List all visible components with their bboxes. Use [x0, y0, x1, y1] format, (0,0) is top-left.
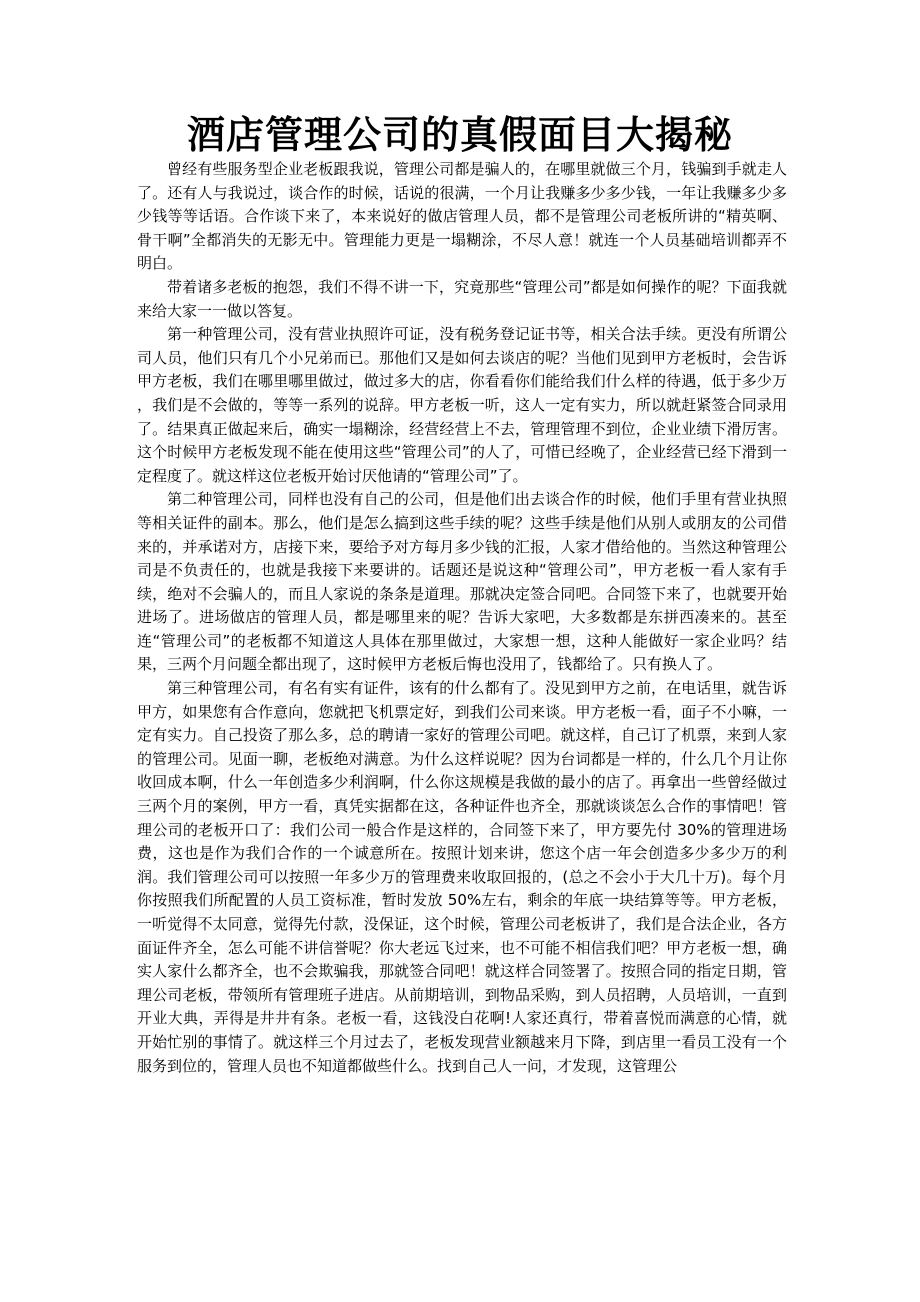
- document-title: 酒店管理公司的真假面目大揭秘: [186, 112, 733, 157]
- document-body: [137, 158, 787, 1078]
- paragraph: 第一种管理公司，没有营业执照许可证，没有税务登记证书等，相关合法手续。更没有所谓公司人员，他们只有几个小兄弟而已。那他们又是如何去谈店的呢？当他们见到甲方老板时，会告诉甲方老板，我们在哪里哪里做过，做过多大的店，你看看你们能给我们什么样的待遇，低于多少万 ，我们是不会做的，等等一系列的说辞。甲方老板一听，这人一定有实力，所以就赶紧签合同录用了。结果真正做起来后，确实一塌糊涂，经营经营上不去，管理管理不到位，企业业绩下滑厉害。这个时候甲方老板发现不能在使用这些“管理公司”的人了，可惜已经晚了，企业经营已经下滑到一定程度了。就这样这位老板开始讨厌他请的“管理公司”了。: [137, 325, 787, 485]
- paragraph: 第二种管理公司，同样也没有自己的公司，但是他们出去谈合作的时候，他们手里有营业执照等相关证件的副本。那么，他们是怎么搞到这些手续的呢？这些手续是他们从别人或朋友的公司借来的，并承诺对方，店接下来，要给予对方每月多少钱的汇报，人家才借给他的。当然这种管理公司是不负责任的，也就是我接下来要讲的。话题还是说这种“管理公司”，甲方老板一看人家有手续，绝对不会骗人的，而且人家说的条条是道理。那就决定签合同吧。合同签下来了，也就要开始进场了。进场做店的管理人员，都是哪里来的呢？告诉大家吧，大多数都是东拼西凑来的。甚至连“管理公司”的老板都不知道这人具体在那里做过，大家想一想，这种人能做好一家企业吗？结果，三两个月问题全都出现了，这时候甲方老板后悔也没用了，钱都给了。只有换人了。: [137, 490, 787, 674]
- paragraph: 第三种管理公司，有名有实有证件，该有的什么都有了。没见到甲方之前，在电话里，就告诉甲方，如果您有合作意向，您就把飞机票定好，到我们公司来谈。甲方老板一看，面子不小嘛，一定有实力。自己投资了那么多，总的聘请一家好的管理公司吧。就这样，自己订了机票，来到人家的管理公司。见面一聊，老板绝对满意。为什么这样说呢？因为台词都是一样的，什么几个月让你收回成本啊，什么一年创造多少利润啊，什么你这规模是我做的最小的店了。再拿出一些曾经做过三两个月的案例，甲方一看，真凭实据都在这，各种证件也齐全，那就谈谈怎么合作的事情吧！管理公司的老板开口了：我们公司一般合作是这样的，合同签下来了，甲方要先付 30%的管理进场费，这也是作为我们合作的一个诚意所在。按照计划来讲，您这个店一年会创造多少多少万的利润。我们管理公司可以按照一年多少万的管理费来收取回报的，(总之不会小于大几十万)。每个月你按照我们所配置的人员工资标准，暂时发放 50%左右，剩余的年底一块结算等等。甲方老板，一听觉得不太同意，觉得先付款，没保证，这个时候，管理公司老板讲了，我们是合法企业，各方面证件齐全，怎么可能不讲信誉呢？你大老远飞过来，也不可能不相信我们吧？甲方老板一想，确实人家什么都齐全，也不会欺骗我，那就签合同吧！就这样合同签署了。按照合同的指定日期，管理公司老板，带领所有管理班子进店。从前期培训，到物品采购，到人员招聘，人员培训，一直到开业大典，弄得是井井有条。老板一看，这钱没白花啊!人家还真行，带着喜悦而满意的心情，就开始忙别的事情了。就这样三个月过去了，老板发现营业额越来月下降，到店里一看员工没有一个服务到位的，管理人员也不知道都做些什么。找到自己人一问，才发现，这管理公: [137, 679, 787, 1075]
- paragraph: 曾经有些服务型企业老板跟我说，管理公司都是骗人的，在哪里就做三个月，钱骗到手就走人了。还有人与我说过，谈合作的时候，话说的很满，一个月让我赚多少多少钱，一年让我赚多少多少钱等等话语。合作谈下来了，本来说好的做店管理人员，都不是管理公司老板所讲的“精英啊、骨干啊”全都消失的无影无中。管理能力更是一塌糊涂，不尽人意！就连一个人员基础培训都弄不明白。: [137, 160, 787, 273]
- paragraph: 带着诸多老板的抱怨，我们不得不讲一下，究竟那些“管理公司”都是如何操作的呢？下面我就来给大家一一做以答复。: [137, 277, 787, 320]
